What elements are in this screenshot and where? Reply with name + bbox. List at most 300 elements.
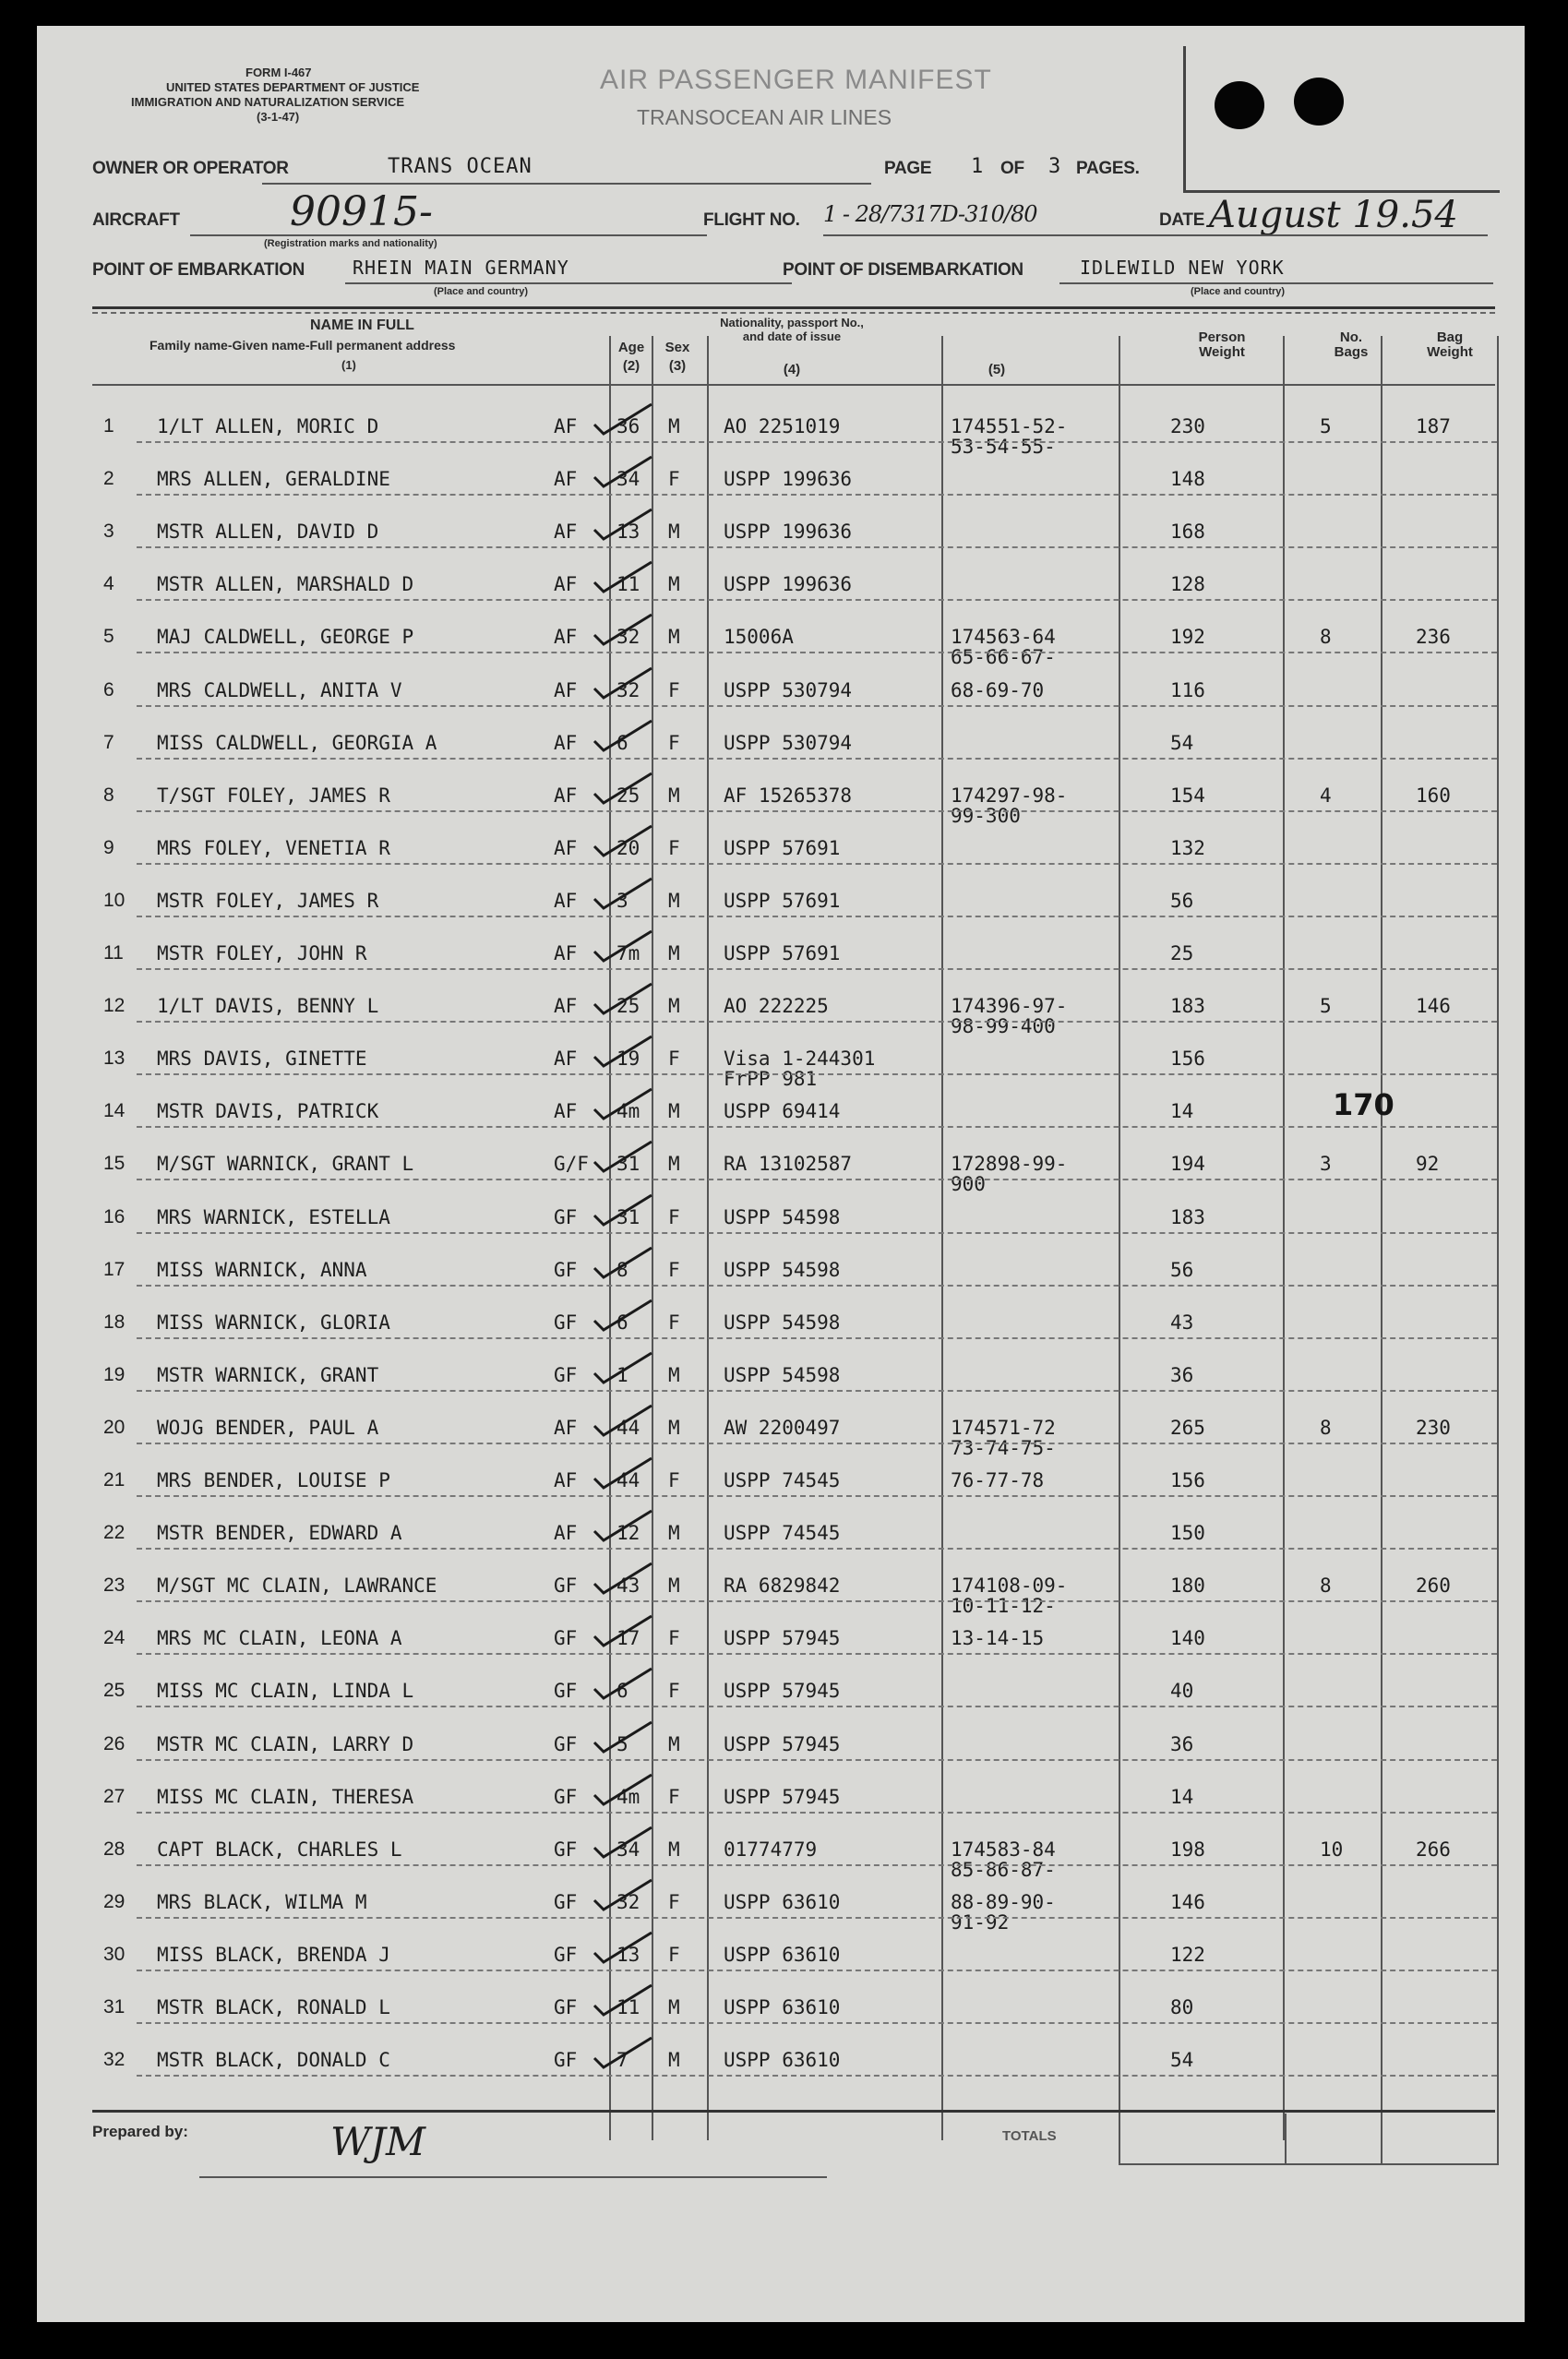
passenger-name: MSTR MC CLAIN, LARRY D — [157, 1733, 414, 1755]
service-code: AF — [554, 1048, 578, 1070]
row-underline — [137, 494, 1497, 496]
passenger-age: 11 — [616, 573, 640, 595]
table-row — [37, 679, 1525, 707]
col-bagweight: Bag Weight — [1427, 329, 1473, 360]
col-divider — [1381, 336, 1382, 2140]
totals-box-bags — [1283, 2114, 1382, 2165]
passport-number: USPP 63610 — [724, 1996, 841, 2018]
passenger-name: MSTR DAVIS, PATRICK — [157, 1100, 379, 1122]
prepared-label: Prepared by: — [92, 2123, 188, 2140]
bag-weight: 92 — [1416, 1153, 1440, 1175]
agency-line1: UNITED STATES DEPARTMENT OF JUSTICE — [166, 80, 420, 94]
service-code: AF — [554, 1522, 578, 1544]
passenger-sex: M — [668, 1417, 680, 1439]
passenger-age: 4m — [616, 1100, 640, 1122]
col-divider — [652, 336, 653, 2140]
row-underline — [137, 1917, 1497, 1919]
table-row — [37, 626, 1525, 668]
passenger-name: MISS WARNICK, ANNA — [157, 1259, 367, 1281]
passenger-name: MRS DAVIS, GINETTE — [157, 1048, 367, 1070]
passenger-name: MISS BLACK, BRENDA J — [157, 1944, 390, 1966]
aircraft-value: 90915- — [290, 188, 433, 235]
row-underline — [137, 652, 1497, 653]
totals-label: TOTALS — [1002, 2128, 1057, 2144]
row-number: 17 — [103, 1259, 126, 1280]
disembark-underline — [1059, 282, 1493, 284]
bag-count: 5 — [1320, 415, 1332, 437]
row-number: 12 — [103, 995, 126, 1016]
table-row — [37, 468, 1525, 496]
passport-number: USPP 63610 — [724, 2049, 841, 2071]
row-number: 14 — [103, 1100, 126, 1121]
row-underline — [137, 1390, 1497, 1392]
row-underline — [137, 1812, 1497, 1814]
passport-number: USPP 530794 — [724, 679, 853, 701]
passport-number: USPP 63610 — [724, 1891, 841, 1913]
ticket-numbers: 174297-98- — [951, 784, 1068, 807]
service-code: AF — [554, 732, 578, 754]
passenger-sex: F — [668, 732, 680, 754]
table-row — [37, 1364, 1525, 1392]
table-row — [37, 521, 1525, 548]
row-underline — [137, 1495, 1497, 1497]
passenger-sex: M — [668, 942, 680, 964]
row-underline — [137, 1970, 1497, 1971]
person-weight: 140 — [1170, 1627, 1205, 1649]
bag-count: 5 — [1320, 995, 1332, 1017]
table-row — [37, 1944, 1525, 1971]
table-row — [37, 1891, 1525, 1934]
service-code: AF — [554, 468, 578, 490]
passenger-name: MRS CALDWELL, ANITA V — [157, 679, 402, 701]
person-weight: 265 — [1170, 1417, 1205, 1439]
ticket-numbers: 172898-99- — [951, 1153, 1068, 1175]
passenger-name: MRS BLACK, WILMA M — [157, 1891, 367, 1913]
person-weight: 36 — [1170, 1364, 1194, 1386]
person-weight: 14 — [1170, 1786, 1194, 1808]
row-number: 25 — [103, 1680, 126, 1701]
col-bags: No. Bags — [1334, 329, 1369, 360]
col-divider — [1119, 336, 1120, 2140]
preparer-signature: WJM — [330, 2119, 426, 2164]
passenger-age: 17 — [616, 1627, 640, 1649]
footer-rule — [92, 2110, 1495, 2113]
passenger-name: 1/LT ALLEN, MORIC D — [157, 415, 379, 437]
passport-number: USPP 69414 — [724, 1100, 841, 1122]
passenger-sex: F — [668, 837, 680, 859]
person-weight: 122 — [1170, 1944, 1205, 1966]
row-underline — [137, 1548, 1497, 1550]
table-row — [37, 1206, 1525, 1234]
passenger-age: 31 — [616, 1153, 640, 1175]
row-underline — [137, 1021, 1497, 1023]
table-row — [37, 1417, 1525, 1459]
table-row — [37, 1469, 1525, 1497]
bag-count: 4 — [1320, 784, 1332, 807]
passenger-sex: M — [668, 1522, 680, 1544]
row-underline — [137, 758, 1497, 760]
table-row — [37, 1786, 1525, 1814]
passenger-sex: M — [668, 1364, 680, 1386]
row-underline — [137, 1073, 1497, 1075]
row-number: 19 — [103, 1364, 126, 1385]
passenger-name: MISS MC CLAIN, LINDA L — [157, 1680, 414, 1702]
col-divider — [1497, 336, 1499, 2140]
table-row — [37, 942, 1525, 970]
col-sex: Sex — [664, 340, 690, 355]
passport-number: USPP 54598 — [724, 1259, 841, 1281]
ticket-numbers-cont: 65-66-67- — [951, 646, 1056, 668]
row-underline — [137, 1285, 1497, 1287]
row-underline — [137, 916, 1497, 917]
table-row — [37, 2049, 1525, 2077]
flight-underline — [823, 234, 1488, 236]
passenger-name: MSTR WARNICK, GRANT — [157, 1364, 379, 1386]
manifest-title: AIR PASSENGER MANIFEST — [600, 65, 992, 95]
passenger-age: 8 — [616, 1259, 628, 1281]
passenger-sex: M — [668, 415, 680, 437]
aircraft-label: AIRCRAFT — [92, 210, 180, 230]
passport-number: USPP 57691 — [724, 942, 841, 964]
passenger-sex: M — [668, 521, 680, 543]
service-code: GF — [554, 1206, 578, 1228]
row-number: 32 — [103, 2049, 126, 2070]
col-nat-num: (4) — [783, 362, 801, 377]
col-name-title: NAME IN FULL — [310, 317, 414, 333]
passport-number-cont: FrPP 981 — [724, 1068, 818, 1090]
service-code: AF — [554, 626, 578, 648]
passenger-name: MRS WARNICK, ESTELLA — [157, 1206, 390, 1228]
page-label: PAGE — [884, 159, 932, 178]
row-number: 8 — [103, 784, 114, 806]
owner-underline — [262, 183, 871, 185]
passenger-name: MRS FOLEY, VENETIA R — [157, 837, 390, 859]
row-number: 11 — [103, 942, 124, 964]
passenger-name: MRS BENDER, LOUISE P — [157, 1469, 390, 1491]
passenger-sex: M — [668, 1838, 680, 1861]
passport-number: 15006A — [724, 626, 794, 648]
passenger-name: CAPT BLACK, CHARLES L — [157, 1838, 402, 1861]
service-code: GF — [554, 1733, 578, 1755]
row-underline — [137, 1443, 1497, 1444]
row-underline — [137, 1759, 1497, 1761]
table-row — [37, 1733, 1525, 1761]
service-code: AF — [554, 1417, 578, 1439]
page-value: 1 — [971, 155, 985, 178]
person-weight: 180 — [1170, 1575, 1205, 1597]
passport-number: USPP 199636 — [724, 573, 853, 595]
row-number: 26 — [103, 1733, 126, 1754]
embark-sub: (Place and country) — [434, 286, 529, 297]
disembark-label: POINT OF DISEMBARKATION — [783, 260, 1023, 280]
passport-number: AO 222225 — [724, 995, 829, 1017]
person-weight: 54 — [1170, 2049, 1194, 2071]
row-underline — [137, 1126, 1497, 1128]
table-row — [37, 1311, 1525, 1339]
passenger-sex: F — [668, 1048, 680, 1070]
ticket-numbers: 88-89-90- — [951, 1891, 1056, 1913]
table-row — [37, 415, 1525, 458]
passenger-age: 20 — [616, 837, 640, 859]
person-weight: 192 — [1170, 626, 1205, 648]
passenger-name: M/SGT WARNICK, GRANT L — [157, 1153, 414, 1175]
passenger-sex: M — [668, 995, 680, 1017]
passenger-sex: M — [668, 573, 680, 595]
passenger-sex: F — [668, 1259, 680, 1281]
passenger-age: 31 — [616, 1206, 640, 1228]
passenger-sex: F — [668, 1469, 680, 1491]
passenger-age: 11 — [616, 1996, 640, 2018]
table-row — [37, 784, 1525, 827]
person-weight: 54 — [1170, 732, 1194, 754]
service-code: AF — [554, 837, 578, 859]
row-underline — [137, 810, 1497, 812]
row-number: 31 — [103, 1996, 126, 2018]
passenger-sex: M — [668, 1153, 680, 1175]
bag-count: 8 — [1320, 626, 1332, 648]
passport-number: USPP 199636 — [724, 468, 853, 490]
passenger-age: 25 — [616, 995, 640, 1017]
person-weight: 156 — [1170, 1048, 1205, 1070]
row-number: 21 — [103, 1469, 126, 1491]
passenger-name: MSTR BLACK, DONALD C — [157, 2049, 390, 2071]
row-underline — [137, 1600, 1497, 1602]
row-underline — [137, 1706, 1497, 1707]
passenger-age: 32 — [616, 679, 640, 701]
passenger-sex: M — [668, 1733, 680, 1755]
service-code: GF — [554, 2049, 578, 2071]
table-top-rule2 — [92, 312, 1495, 314]
table-row — [37, 837, 1525, 865]
passenger-age: 36 — [616, 415, 640, 437]
row-number: 13 — [103, 1048, 126, 1069]
row-number: 22 — [103, 1522, 126, 1543]
person-weight: 148 — [1170, 468, 1205, 490]
ticket-numbers: 68-69-70 — [951, 679, 1045, 701]
passenger-name: MAJ CALDWELL, GEORGE P — [157, 626, 414, 648]
passport-number: USPP 57945 — [724, 1786, 841, 1808]
col-divider — [1283, 336, 1285, 2140]
of-value: 3 — [1048, 155, 1062, 178]
col-age: Age — [617, 340, 645, 355]
ticket-numbers-cont: 91-92 — [951, 1911, 1010, 1934]
service-code: AF — [554, 1100, 578, 1122]
person-weight: 150 — [1170, 1522, 1205, 1544]
aircraft-underline — [190, 234, 707, 236]
passport-number: AO 2251019 — [724, 415, 841, 437]
passport-number: USPP 57945 — [724, 1680, 841, 1702]
passenger-age: 12 — [616, 1522, 640, 1544]
table-row — [37, 995, 1525, 1037]
col-name-sub: Family name-Given name-Full permanent address — [150, 338, 456, 353]
passenger-name: T/SGT FOLEY, JAMES R — [157, 784, 390, 807]
service-code: AF — [554, 995, 578, 1017]
passenger-age: 32 — [616, 1891, 640, 1913]
passport-number: USPP 57691 — [724, 837, 841, 859]
service-code: AF — [554, 784, 578, 807]
passenger-age: 32 — [616, 626, 640, 648]
passenger-sex: F — [668, 1944, 680, 1966]
row-underline — [137, 1179, 1497, 1180]
passport-number: USPP 54598 — [724, 1206, 841, 1228]
person-weight: 198 — [1170, 1838, 1205, 1861]
row-underline — [137, 546, 1497, 548]
passport-number: USPP 57945 — [724, 1627, 841, 1649]
service-code: GF — [554, 1364, 578, 1386]
form-number: FORM I-467 — [245, 66, 312, 79]
ticket-numbers-cont: 73-74-75- — [951, 1437, 1056, 1459]
ticket-numbers: 174108-09- — [951, 1575, 1068, 1597]
passenger-sex: M — [668, 890, 680, 912]
passenger-name: MSTR FOLEY, JOHN R — [157, 942, 367, 964]
table-row — [37, 890, 1525, 917]
table-row — [37, 1259, 1525, 1287]
passenger-name: MISS MC CLAIN, THERESA — [157, 1786, 414, 1808]
aircraft-sub: (Registration marks and nationality) — [264, 238, 437, 249]
table-row — [37, 1996, 1525, 2024]
table-row — [37, 1048, 1525, 1090]
service-code: GF — [554, 1575, 578, 1597]
row-underline — [137, 1864, 1497, 1866]
row-number: 20 — [103, 1417, 126, 1438]
row-underline — [137, 1653, 1497, 1655]
passenger-sex: M — [668, 626, 680, 648]
row-number: 15 — [103, 1153, 126, 1174]
col-age-num: (2) — [622, 358, 640, 374]
of-label: OF — [1000, 159, 1024, 178]
passport-number: USPP 530794 — [724, 732, 853, 754]
passenger-name: MSTR ALLEN, MARSHALD D — [157, 573, 414, 595]
passenger-age: 43 — [616, 1575, 640, 1597]
bag-weight: 160 — [1416, 784, 1451, 807]
col-divider — [941, 336, 943, 2140]
row-number: 23 — [103, 1575, 126, 1596]
row-number: 9 — [103, 837, 114, 858]
bag-count: 3 — [1320, 1153, 1332, 1175]
person-weight: 146 — [1170, 1891, 1205, 1913]
row-number: 3 — [103, 521, 114, 542]
row-number: 4 — [103, 573, 114, 594]
passenger-sex: M — [668, 1996, 680, 2018]
passenger-age: 44 — [616, 1417, 640, 1439]
table-row — [37, 1153, 1525, 1195]
passenger-name: MSTR BENDER, EDWARD A — [157, 1522, 402, 1544]
row-number: 5 — [103, 626, 114, 647]
person-weight: 56 — [1170, 890, 1194, 912]
bag-weight: 187 — [1416, 415, 1451, 437]
annotation-170: 170 — [1333, 1087, 1394, 1122]
service-code: GF — [554, 1259, 578, 1281]
passport-number: 01774779 — [724, 1838, 818, 1861]
row-underline — [137, 1337, 1497, 1339]
passenger-sex: F — [668, 1627, 680, 1649]
owner-value: TRANS OCEAN — [388, 155, 533, 178]
passenger-age: 34 — [616, 1838, 640, 1861]
row-underline — [137, 863, 1497, 865]
service-code: GF — [554, 1838, 578, 1861]
col-name-num: (1) — [341, 358, 356, 372]
owner-label: OWNER OR OPERATOR — [92, 159, 289, 178]
passenger-age: 6 — [616, 1680, 628, 1702]
passenger-name: MISS CALDWELL, GEORGIA A — [157, 732, 437, 754]
person-weight: 230 — [1170, 415, 1205, 437]
passport-number: USPP 74545 — [724, 1522, 841, 1544]
bag-count: 8 — [1320, 1417, 1332, 1439]
ticket-numbers: 174583-84 — [951, 1838, 1056, 1861]
service-code: GF — [554, 1786, 578, 1808]
passenger-sex: F — [668, 1891, 680, 1913]
flight-label: FLIGHT NO. — [703, 210, 800, 230]
row-underline — [137, 1232, 1497, 1234]
passenger-age: 6 — [616, 1311, 628, 1334]
row-number: 29 — [103, 1891, 126, 1912]
passenger-age: 19 — [616, 1048, 640, 1070]
ticket-numbers: 13-14-15 — [951, 1627, 1045, 1649]
header-bottom-rule — [92, 384, 1495, 386]
row-number: 2 — [103, 468, 114, 489]
row-number: 30 — [103, 1944, 126, 1965]
row-underline — [137, 968, 1497, 970]
person-weight: 128 — [1170, 573, 1205, 595]
service-code: AF — [554, 415, 578, 437]
passenger-age: 6 — [616, 732, 628, 754]
passport-number: USPP 54598 — [724, 1364, 841, 1386]
person-weight: 25 — [1170, 942, 1194, 964]
col-nat-title: Nationality, passport No., and date of issue — [720, 316, 864, 343]
embark-label: POINT OF EMBARKATION — [92, 260, 305, 280]
passport-number: USPP 57945 — [724, 1733, 841, 1755]
person-weight: 43 — [1170, 1311, 1194, 1334]
embark-underline — [345, 282, 792, 284]
passenger-sex: F — [668, 679, 680, 701]
totals-box-bagweight — [1381, 2114, 1499, 2165]
passenger-age: 44 — [616, 1469, 640, 1491]
passenger-age: 5 — [616, 1733, 628, 1755]
service-code: AF — [554, 890, 578, 912]
person-weight: 14 — [1170, 1100, 1194, 1122]
row-number: 7 — [103, 732, 114, 753]
date-value: August 19.54 — [1209, 194, 1458, 236]
passport-number: Visa 1-244301 — [724, 1048, 876, 1070]
ticket-numbers-cont: 900 — [951, 1173, 986, 1195]
ticket-numbers: 174551-52- — [951, 415, 1068, 437]
col-divider — [609, 336, 611, 2140]
passenger-name: MRS ALLEN, GERALDINE — [157, 468, 390, 490]
row-underline — [137, 599, 1497, 601]
service-code: GF — [554, 1944, 578, 1966]
bag-weight: 146 — [1416, 995, 1451, 1017]
passenger-age: 25 — [616, 784, 640, 807]
service-code: AF — [554, 521, 578, 543]
passenger-name: MSTR ALLEN, DAVID D — [157, 521, 379, 543]
passenger-name: 1/LT DAVIS, BENNY L — [157, 995, 379, 1017]
ticket-numbers: 174396-97- — [951, 995, 1068, 1017]
passenger-name: MSTR BLACK, RONALD L — [157, 1996, 390, 2018]
passenger-sex: M — [668, 784, 680, 807]
person-weight: 132 — [1170, 837, 1205, 859]
service-code: AF — [554, 1469, 578, 1491]
service-code: GF — [554, 1311, 578, 1334]
passenger-age: 34 — [616, 468, 640, 490]
passenger-sex: F — [668, 1206, 680, 1228]
bag-count: 8 — [1320, 1575, 1332, 1597]
ticket-numbers-cont: 10-11-12- — [951, 1595, 1056, 1617]
row-number: 16 — [103, 1206, 126, 1227]
agency-line2: IMMIGRATION AND NATURALIZATION SERVICE — [131, 95, 405, 109]
embark-value: RHEIN MAIN GERMANY — [353, 257, 569, 279]
passport-number: RA 13102587 — [724, 1153, 853, 1175]
bag-count: 10 — [1320, 1838, 1344, 1861]
